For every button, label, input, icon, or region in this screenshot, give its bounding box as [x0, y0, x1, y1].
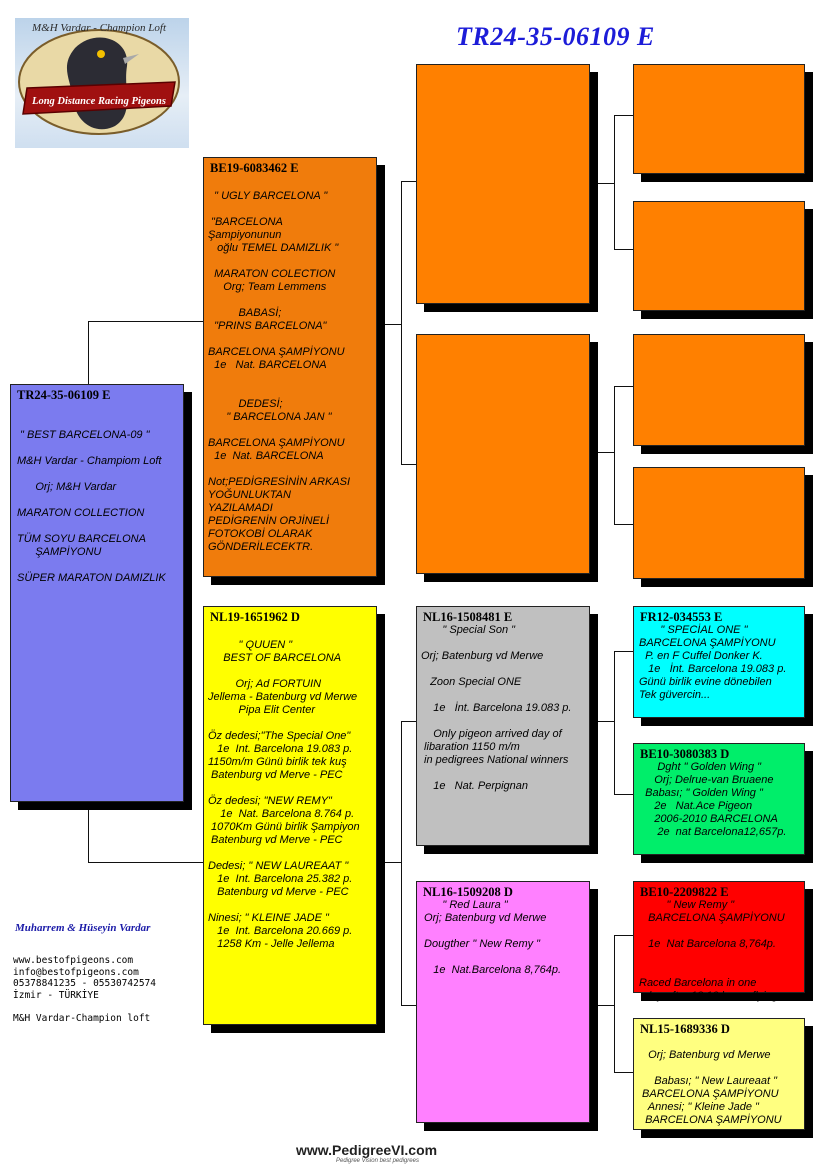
dam-dam-card[interactable] — [416, 881, 590, 1123]
ancestor-card[interactable] — [633, 467, 805, 579]
dam-card[interactable] — [203, 606, 377, 1025]
connector-line — [88, 862, 203, 863]
connector-line — [88, 321, 203, 322]
pigeon-logo-icon — [15, 18, 189, 148]
ancestor-card[interactable] — [633, 606, 805, 718]
ancestor-card[interactable] — [633, 201, 805, 311]
connector-line — [401, 181, 417, 182]
connector-line — [401, 181, 402, 465]
sire-card[interactable] — [203, 157, 377, 577]
ancestor-card[interactable] — [633, 334, 805, 446]
footer-brand — [296, 1142, 437, 1164]
ring-number: NL15-1689336 D — [640, 1022, 730, 1036]
connector-line — [401, 464, 417, 465]
connector-line — [401, 721, 417, 722]
connector-line — [590, 452, 614, 453]
ancestor-card[interactable] — [633, 743, 805, 855]
connector-line — [614, 651, 615, 795]
footer-brand-text: www.PedigreeVI.com — [296, 1142, 438, 1158]
ring-number: BE19-6083462 E — [210, 161, 299, 175]
logo-arc-text: M&H Vardar - Champion Loft — [31, 22, 167, 34]
ring-number: NL16-1508481 E — [423, 610, 513, 624]
connector-line — [377, 324, 402, 325]
bird-details: " Special Son " Orj; Batenburg vd Merwe Zoon Special ONE 1e İnt. Barcelona 19.083 p. Only pigeon arrived day of libaration 1150 m/m in pedigrees National winners 1e Nat. Perpignan — [421, 624, 572, 792]
connector-line — [590, 1005, 614, 1006]
contact-info: www.bestofpigeons.com info@bestofpigeons.com 05378841235 - 05530742574 İzmir - TÜRKİYE M&H Vardar-Champion loft — [13, 955, 156, 1024]
bird-details: Dght " Golden Wing " Orj; Delrue-van Bruaene Babası; " Golden Wing " 2e Nat.Ace Pigeon 2006-2010 BARCELONA 2e nat Barcelona12,657p. — [645, 761, 787, 838]
connector-line — [614, 935, 615, 1073]
connector-line — [614, 115, 633, 116]
loft-logo — [15, 18, 189, 148]
bird-details: Orj; Batenburg vd Merwe Babası; " New Laureaat " BARCELONA ŞAMPİYONU Annesi; " Kleine Jade " BARCELONA ŞAMPİYONU — [642, 1049, 782, 1126]
bird-details: " New Remy " BARCELONA ŞAMPİYONU 1e Nat Barcelona 8,764p. Raced Barcelona in one day after 13,10 hours flying. — [639, 899, 785, 1002]
sire-sire-card[interactable] — [416, 64, 590, 304]
ring-number: BE10-3080383 D — [640, 747, 730, 761]
connector-line — [401, 1005, 417, 1006]
connector-line — [590, 721, 614, 722]
connector-line — [614, 386, 633, 387]
bird-details: " SPECİAL ONE " BARCELONA ŞAMPİYONU P. en F Cuffel Donker K. 1e İnt. Barcelona 19.083 p. Günü birlik evine dönebilen Tek güvercin... — [639, 624, 787, 701]
connector-line — [88, 321, 89, 385]
connector-line — [614, 1072, 633, 1073]
connector-line — [614, 794, 633, 795]
connector-line — [614, 249, 633, 250]
connector-line — [614, 524, 633, 525]
ancestor-card[interactable] — [633, 1018, 805, 1130]
bird-details: " UGLY BARCELONA " "BARCELONA Şampiyonunun oğlu TEMEL DAMIZLIK " MARATON COLECTION Org; Team Lemmens BABASİ; "PRINS BARCELONA" BARCELONA ŞAMPİYONU 1e Nat. BARCELONA DEDESİ; " BARCELONA JAN " BARCELONA ŞAMPİYONU 1e Nat. BARCELONA Not;PEDİGRESİNİN ARKASI YOĞUNLUKTAN YAZILAMADI PEDİGRENİN ORJİNELİ FOTOKOBİ OLARAK GÖNDERİLECEKTR. — [208, 190, 351, 553]
bird-details: " BEST BARCELONA-09 " M&H Vardar - Champiom Loft Orj; M&H Vardar MARATON COLLECTION TÜM SOYU BARCELONA ŞAMPİYONU SÜPER MARATON DAMIZLIK — [17, 429, 166, 584]
connector-line — [401, 721, 402, 1006]
connector-line — [614, 935, 633, 936]
dam-sire-card[interactable] — [416, 606, 590, 846]
bird-details: " QUUEN " BEST OF BARCELONA Orj; Ad FORTUIN Jellema - Batenburg vd Merwe Pipa Elit Center Öz dedesi;"The Special One" 1e Int. Barcelona 19.083 p. 1150m/m Günü birlik tek kuş Batenburg vd Merve - PEC Öz dedesi; "NEW REMY" 1e Nat. Barcelona 8.764 p. 1070Km Günü birlik Şampiyon Batenburg vd Merve - PEC Dedesi; " NEW LAUREAAT " 1e Int. Barcelona 25.382 p. Batenburg vd Merve - PEC Ninesi; " KLEINE JADE " 1e Int. Barcelona 20.669 p. 1258 Km - Jelle Jellema — [208, 639, 360, 950]
main-bird-card[interactable] — [10, 384, 184, 802]
logo-banner-text: Long Distance Racing Pigeons — [32, 96, 166, 107]
connector-line — [377, 862, 402, 863]
connector-line — [614, 115, 615, 250]
ring-number: NL16-1509208 D — [423, 885, 513, 899]
footer-tagline: Pedigree Vision best pedigrees — [336, 1158, 419, 1164]
owner-name: Muharrem & Hüseyin Vardar — [15, 922, 151, 934]
ring-number: TR24-35-06109 E — [17, 388, 111, 402]
ring-number: FR12-034553 E — [640, 610, 723, 624]
ring-number: NL19-1651962 D — [210, 610, 300, 624]
ancestor-card[interactable] — [633, 64, 805, 174]
connector-line — [614, 386, 615, 525]
ancestor-card[interactable] — [633, 881, 805, 1002]
connector-line — [590, 183, 614, 184]
page-title: TR24-35-06109 E — [456, 22, 655, 51]
connector-line — [88, 801, 89, 863]
connector-line — [614, 651, 633, 652]
bird-details: " Red Laura " Orj; Batenburg vd Merwe Dougther " New Remy " 1e Nat.Barcelona 8,764p. — [424, 899, 562, 976]
sire-dam-card[interactable] — [416, 334, 590, 574]
ring-number: BE10-2209822 E — [640, 885, 729, 899]
